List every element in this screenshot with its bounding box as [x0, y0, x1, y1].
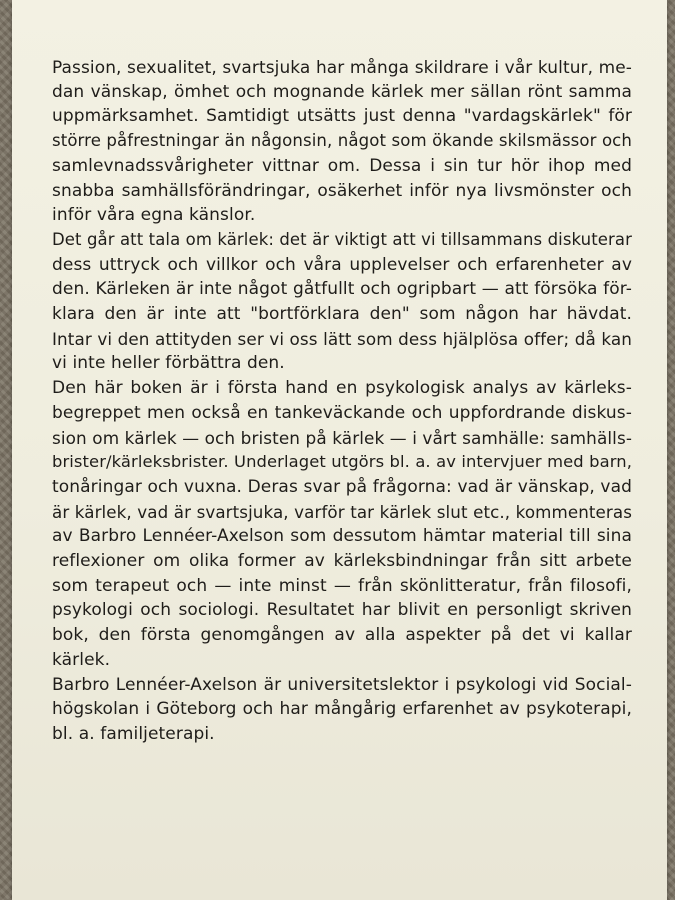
text-line: vi inte heller förbättra den.	[52, 353, 285, 374]
text-line: bok, den första genomgången av alla aspekter på det vi kallar	[52, 625, 632, 646]
text-line: är kärlek, vad är svartsjuka, varför tar kärlek slut etc., kommenteras	[52, 501, 632, 522]
text-line: reflexioner om olika former av kärleksbindningar från sitt arbete	[52, 551, 632, 572]
paragraph-intro	[52, 55, 632, 228]
text-line: klara den är inte att "bortförklara den" som någon har hävdat.	[52, 304, 632, 325]
text-line: dan vänskap, ömhet och mognande kärlek mer sällan rönt samma	[52, 81, 632, 102]
text-line: inför våra egna känslor.	[52, 205, 256, 226]
text-line: den. Kärleken är inte något gåtfullt och ogripbart — att försöka för-	[52, 279, 632, 300]
blurb-text	[52, 55, 632, 747]
text-line: Intar vi den attityden ser vi oss lätt som dess hjälplösa offer; då kan	[52, 328, 632, 349]
book-page	[12, 0, 667, 900]
paragraph-author-bio	[52, 673, 632, 747]
text-line: begreppet men också en tankeväckande och uppfordrande diskus-	[52, 402, 632, 423]
text-line: tonåringar och vuxna. Deras svar på frågorna: vad är vänskap, vad	[52, 476, 632, 497]
text-line: dess uttryck och villkor och våra upplevelser och erfarenheter av	[52, 254, 632, 275]
text-line: samlevnadssvårigheter vittnar om. Dessa i sin tur hör ihop med	[52, 155, 632, 176]
text-line: som terapeut och — inte minst — från skönlitteratur, från filosofi,	[52, 575, 632, 596]
text-line: sion om kärlek — och bristen på kärlek — i vårt samhälle: samhälls-	[52, 427, 632, 448]
text-line: snabba samhällsförändringar, osäkerhet inför nya livsmönster och	[52, 180, 632, 201]
paragraph-talk-about-love	[52, 228, 632, 376]
text-line: större påfrestningar än någonsin, något som ökande skilsmässor och	[52, 131, 632, 151]
text-line: uppmärksamhet. Samtidigt utsätts just denna "vardagskärlek" för	[52, 106, 632, 127]
text-line: Den här boken är i första hand en psykologisk analys av kärleks-	[52, 378, 632, 399]
paragraph-book-description	[52, 376, 632, 672]
text-line: högskolan i Göteborg och har mångårig erfarenhet av psykoterapi,	[52, 699, 632, 720]
text-line: av Barbro Lennéer-Axelson som dessutom hämtar material till sina	[52, 526, 632, 547]
text-line: brister/kärleksbrister. Underlaget utgörs bl. a. av intervjuer med barn,	[52, 452, 632, 472]
text-line: Det går att tala om kärlek: det är viktigt att vi tillsammans diskuterar	[52, 229, 632, 249]
text-line: kärlek.	[52, 649, 111, 670]
text-line: Passion, sexualitet, svartsjuka har många skildrare i vår kultur, me-	[52, 57, 632, 77]
text-line: bl. a. familjeterapi.	[52, 723, 215, 744]
text-line: Barbro Lennéer-Axelson är universitetslektor i psykologi vid Social-	[52, 674, 632, 695]
text-line: psykologi och sociologi. Resultatet har blivit en personligt skriven	[52, 600, 632, 621]
